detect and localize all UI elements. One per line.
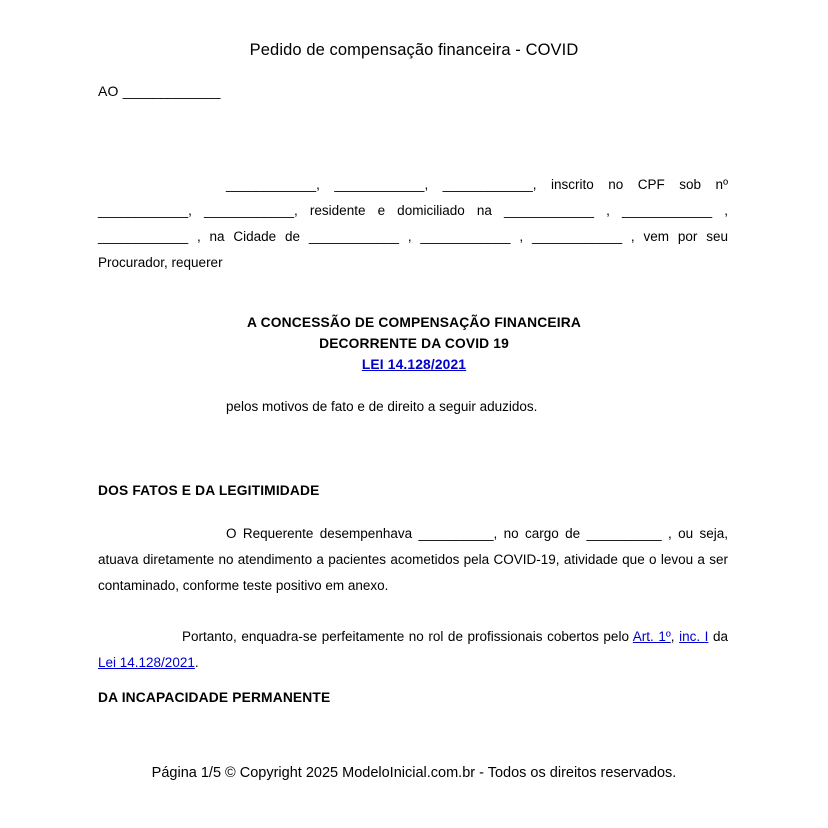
qualification-paragraph: ____________, ____________, ____________, inscrito no CPF sob nº ____________, ____________, residente e domiciliado na ____________ , ____________ , ____________ , na Cidade de ____________ , ____________ , ____________ , vem por seu Procurador, requerer — [98, 177, 728, 270]
request-heading-line-1: A CONCESSÃO DE COMPENSAÇÃO FINANCEIRA — [247, 315, 581, 330]
section-heading-incapacity: DA INCAPACIDADE PERMANENTE — [98, 690, 331, 705]
portanto-prefix: Portanto, enquadra-se perfeitamente no rol de profissionais cobertos pelo — [182, 629, 633, 644]
section-heading-facts: DOS FATOS E DA LEGITIMIDADE — [98, 483, 320, 498]
addressee-line — [98, 78, 220, 104]
facts-paragraph: O Requerente desempenhava __________, no cargo de __________ , ou seja, atuava diretamente no atendimento a pacientes acometidos pela COVID-19, atividade que o levou a ser contaminado, conforme teste positivo em anexo. — [98, 526, 728, 593]
portanto-separator: , — [670, 629, 680, 644]
portanto-mid: da — [708, 629, 728, 644]
motives-line: pelos motivos de fato e de direito a seguir aduzidos. — [226, 399, 538, 414]
page-footer: Página 1/5 © Copyright 2025 ModeloInicial.com.br - Todos os direitos reservados. — [151, 765, 677, 781]
page-title: Pedido de compensação financeira - COVID — [249, 41, 579, 59]
portanto-suffix: . — [194, 655, 199, 670]
addressee-blank: _____________ — [122, 83, 221, 99]
link-art-1[interactable]: Art. 1º — [632, 629, 671, 644]
addressee-label: AO — [98, 83, 119, 99]
portanto-paragraph — [98, 624, 728, 676]
request-heading-line-2: DECORRENTE DA COVID 19 — [319, 336, 509, 351]
law-link-lei-14128-2021[interactable]: LEI 14.128/2021 — [361, 357, 467, 372]
link-inc-i[interactable]: inc. I — [679, 629, 709, 644]
request-heading-law-link-wrapper — [0, 354, 828, 375]
link-lei-14128-2021[interactable]: Lei 14.128/2021 — [98, 655, 195, 670]
